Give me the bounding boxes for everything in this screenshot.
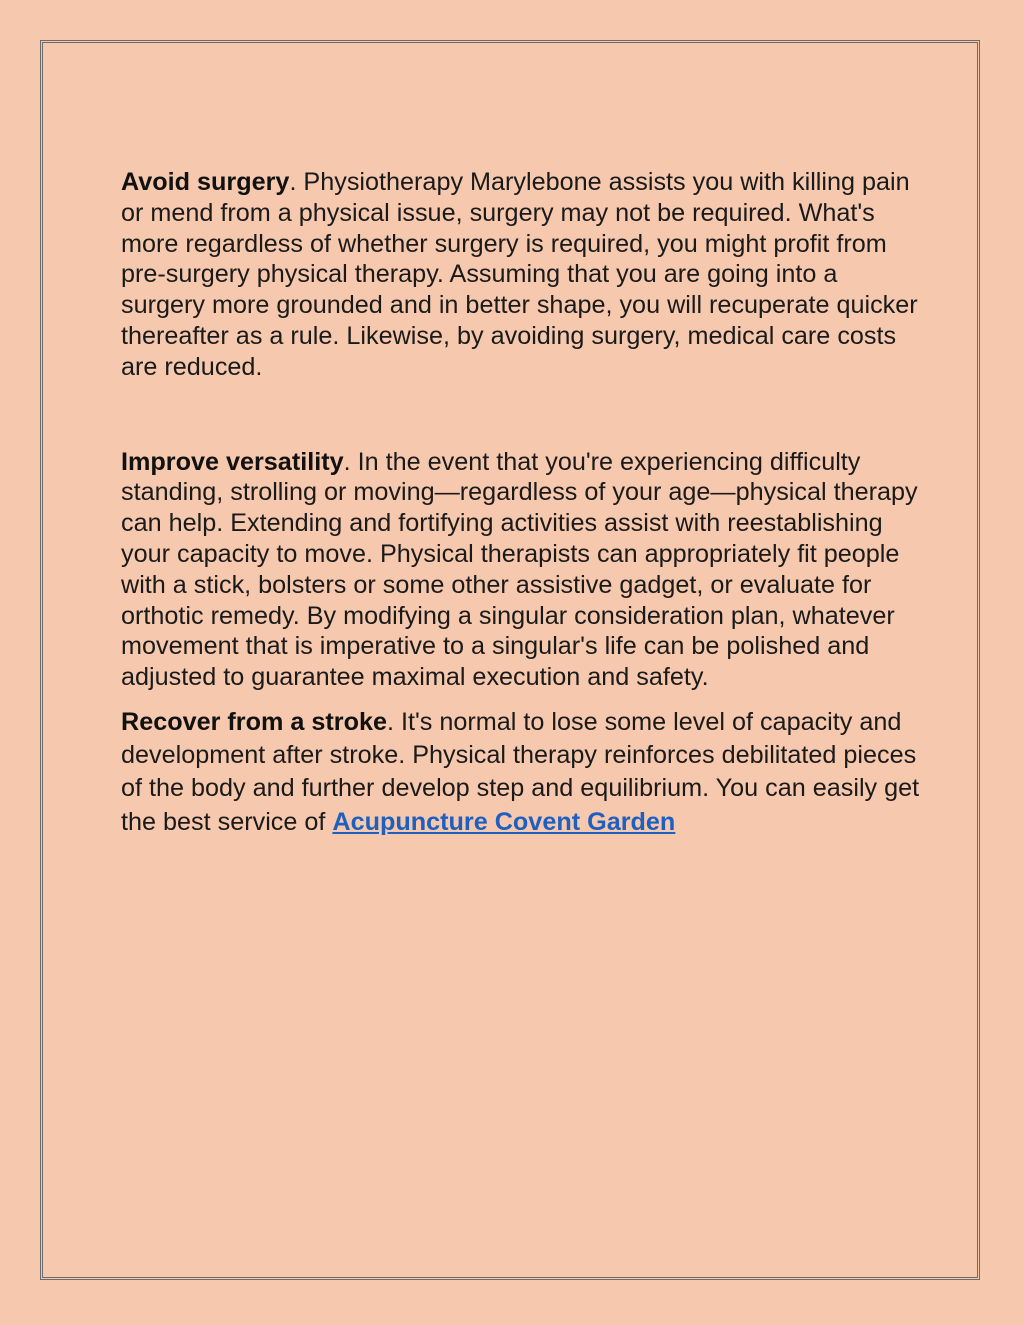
paragraph-text: . In the event that you're experiencing difficulty standing, strolling or moving—regardless of your age—physical therapy can help. Extending and fortifying activities assist with reestablishing your capacity to move. Physical therapists can appropriately fit people with a stick, bolsters or some other assistive gadget, or evaluate for orthotic remedy. By modifying a singular consideration plan, whatever movement that is imperative to a singular's life can be polished and adjusted to guarantee maximal execution and safety. <box>121 447 918 692</box>
paragraph-avoid-surgery <box>121 167 921 383</box>
acupuncture-link[interactable]: Acupuncture Covent Garden <box>332 807 676 836</box>
paragraph-recover-stroke <box>121 706 921 839</box>
paragraph-text: . Physiotherapy Marylebone assists you with killing pain or mend from a physical issue, surgery may not be required. What's more regardless of whether surgery is required, you might profit from pre-surgery physical therapy. Assuming that you are going into a surgery more grounded and in better shape, you will recuperate quicker thereafter as a rule. Likewise, by avoiding surgery, medical care costs are reduced. <box>121 168 918 381</box>
document-body <box>121 167 921 839</box>
paragraph-heading: Improve versatility <box>121 447 344 476</box>
paragraph-heading: Recover from a stroke <box>121 707 387 736</box>
paragraph-text: . It's normal to lose some level of capacity and development after stroke. Physical therapy reinforces debilitated pieces of the body and further develop step and equilibrium. You can easily get the best service of <box>121 707 920 836</box>
paragraph-heading: Avoid surgery <box>121 168 290 196</box>
paragraph-improve-versatility <box>121 447 921 693</box>
